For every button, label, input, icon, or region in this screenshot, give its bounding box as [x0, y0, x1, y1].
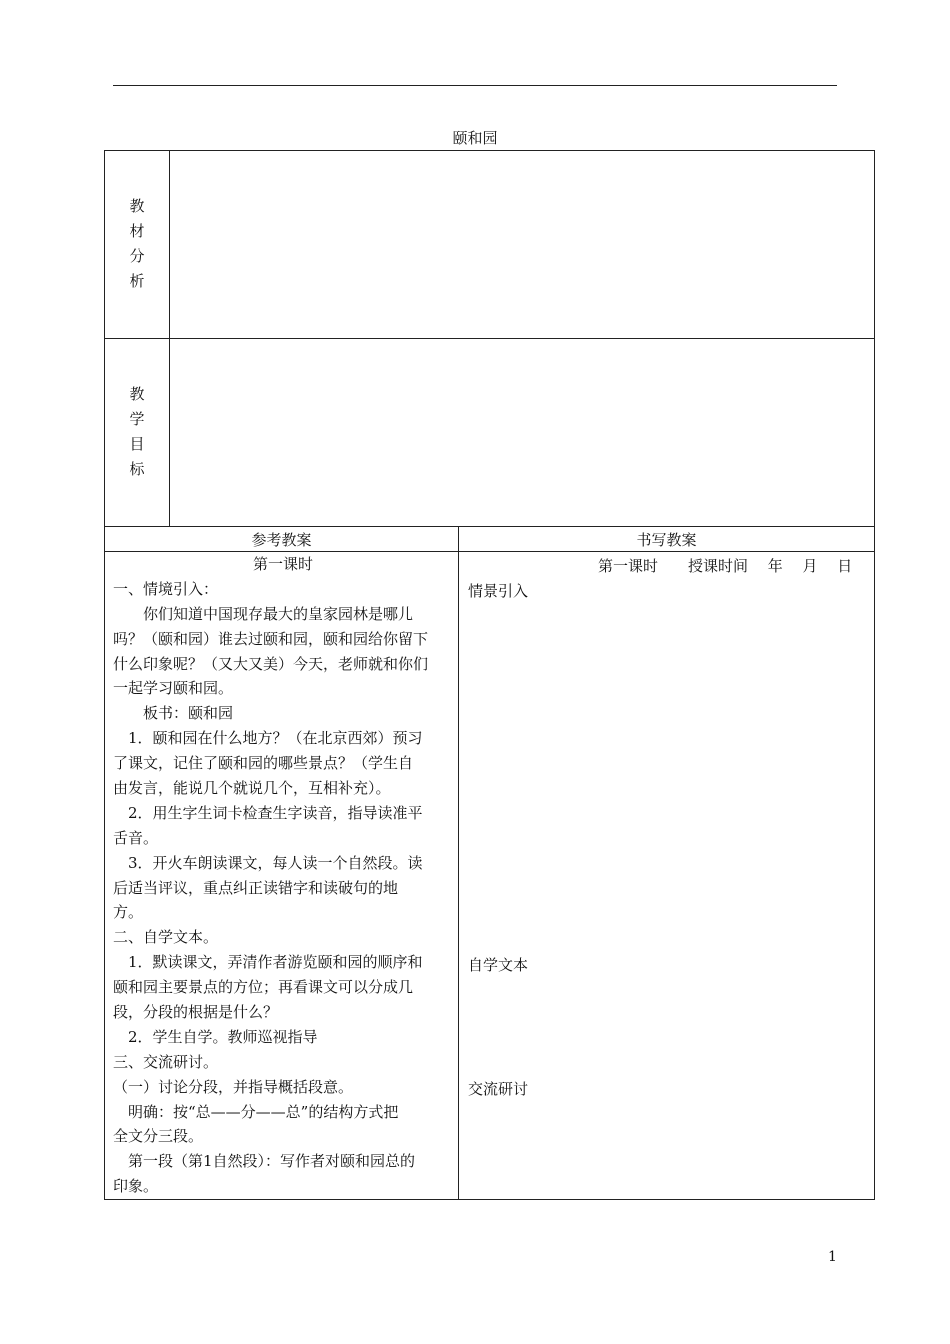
analysis-row — [104, 150, 875, 339]
text-line: 二、自学文本。 — [113, 928, 219, 947]
text-line: 颐和园主要景点的方位；再看课文可以分成几 — [113, 978, 414, 997]
text-line: 明确：按“总——分——总”的结构方式把 — [113, 1102, 399, 1121]
text-line: （一）讨论分段，并指导概括段意。 — [113, 1077, 354, 1096]
text-line: 舌音。 — [113, 828, 159, 847]
text-line: 吗？（颐和园）谁去过颐和园，颐和园给你留下 — [113, 629, 429, 648]
text-line: 第一段（第1自然段）：写作者对颐和园总的 — [113, 1152, 416, 1171]
text-line: 什么印象呢？（又大又美）今天，老师就和你们 — [113, 654, 429, 673]
text-line: 后适当评议，重点纠正读错字和读破句的地 — [113, 878, 399, 897]
writing-plan-cell — [458, 551, 875, 1200]
writing-note-discussion: 交流研讨 — [468, 1080, 529, 1098]
reference-plan-text — [113, 552, 453, 1199]
page-number: 1 — [828, 1249, 837, 1265]
text-line: 由发言，能说几个就说几个，互相补充）。 — [113, 779, 391, 798]
text-line: 三、交流研讨。 — [113, 1052, 219, 1071]
text-line: 1．默读课文，弄清作者游览颐和园的顺序和 — [113, 953, 423, 972]
label-char: 教 — [129, 385, 145, 403]
text-line: 2．学生自学。教师巡视指导 — [113, 1027, 318, 1046]
text-line: 一、情境引入： — [113, 579, 219, 598]
label-char: 学 — [129, 410, 145, 428]
objectives-label — [104, 382, 170, 482]
text-line: 段，分段的根据是什么？ — [113, 1003, 279, 1022]
label-char: 材 — [129, 222, 145, 240]
text-line: 了课文，记住了颐和园的哪些景点？（学生自 — [113, 754, 414, 773]
header-rule — [113, 85, 837, 86]
label-char: 分 — [129, 247, 145, 265]
lesson-title: 第一课时 — [252, 555, 313, 573]
label-char: 目 — [129, 435, 145, 453]
objectives-row — [104, 338, 875, 527]
label-char: 标 — [129, 460, 145, 478]
label-char: 析 — [129, 272, 145, 290]
writing-plan-header: 书写教案 — [636, 531, 697, 549]
text-line: 1．颐和园在什么地方？（在北京西郊）预习 — [113, 729, 423, 748]
writing-note-scene-intro: 情景引入 — [468, 582, 529, 600]
label-char: 教 — [129, 197, 145, 215]
writing-note-self-study: 自学文本 — [468, 956, 529, 974]
writing-plan-lesson-header: 第一课时 授课时间 年 月 日 — [598, 557, 853, 575]
text-line: 印象。 — [113, 1177, 159, 1196]
analysis-label — [104, 194, 170, 294]
text-line: 你们知道中国现存最大的皇家园林是哪儿 — [113, 604, 414, 623]
text-line: 全文分三段。 — [113, 1127, 204, 1146]
document-title: 颐和园 — [452, 129, 498, 147]
text-line: 2．用生字生词卡检查生字读音，指导读准平 — [113, 803, 423, 822]
text-line: 一起学习颐和园。 — [113, 679, 234, 698]
text-line: 板书：颐和园 — [113, 704, 234, 723]
text-line: 3．开火车朗读课文，每人读一个自然段。读 — [113, 853, 423, 872]
reference-plan-header: 参考教案 — [251, 531, 312, 549]
text-line: 方。 — [113, 903, 144, 922]
